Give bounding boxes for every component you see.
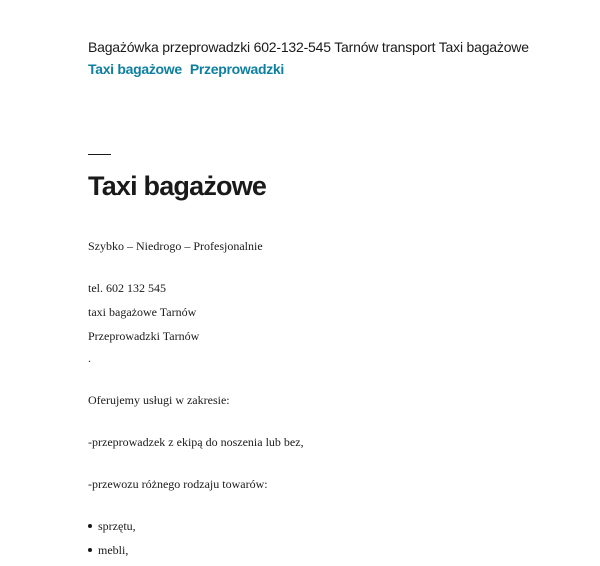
list-item [88,542,136,566]
site-title[interactable]: Bagażówka przeprowadzki 602-132-545 Tarnów transport Taxi bagażowe [88,39,529,55]
phone-text: tel. 602 132 545 [88,281,166,295]
page-title: Taxi bagażowe [88,171,267,201]
taxi-line: taxi bagażowe Tarnów [88,305,197,319]
title-divider [88,154,111,155]
nav-link-taxi-bagazowe[interactable]: Taxi bagażowe [88,61,182,77]
list-item-label: mebli, [98,543,129,557]
nav-link-przeprowadzki[interactable]: Przeprowadzki [189,61,285,77]
offer-intro: Oferujemy usługi w zakresie: [88,393,230,407]
tagline: Szybko – Niedrogo – Profesjonalnie [88,239,263,253]
article [88,154,578,557]
bullet-dot [88,524,92,528]
list-item [88,518,136,542]
offer-item-moves: -przeprowadzek z ekipą do noszenia lub bez, [88,435,304,449]
main-nav [88,60,578,78]
goods-list [88,518,136,566]
dot-text: . [88,351,91,365]
offer-item-goods: -przewozu różnego rodzaju towarów: [88,477,268,491]
site-header [88,38,578,78]
bullet-dot [88,548,92,552]
moves-line: Przeprowadzki Tarnów [88,329,200,343]
list-item-label: sprzętu, [98,519,136,533]
